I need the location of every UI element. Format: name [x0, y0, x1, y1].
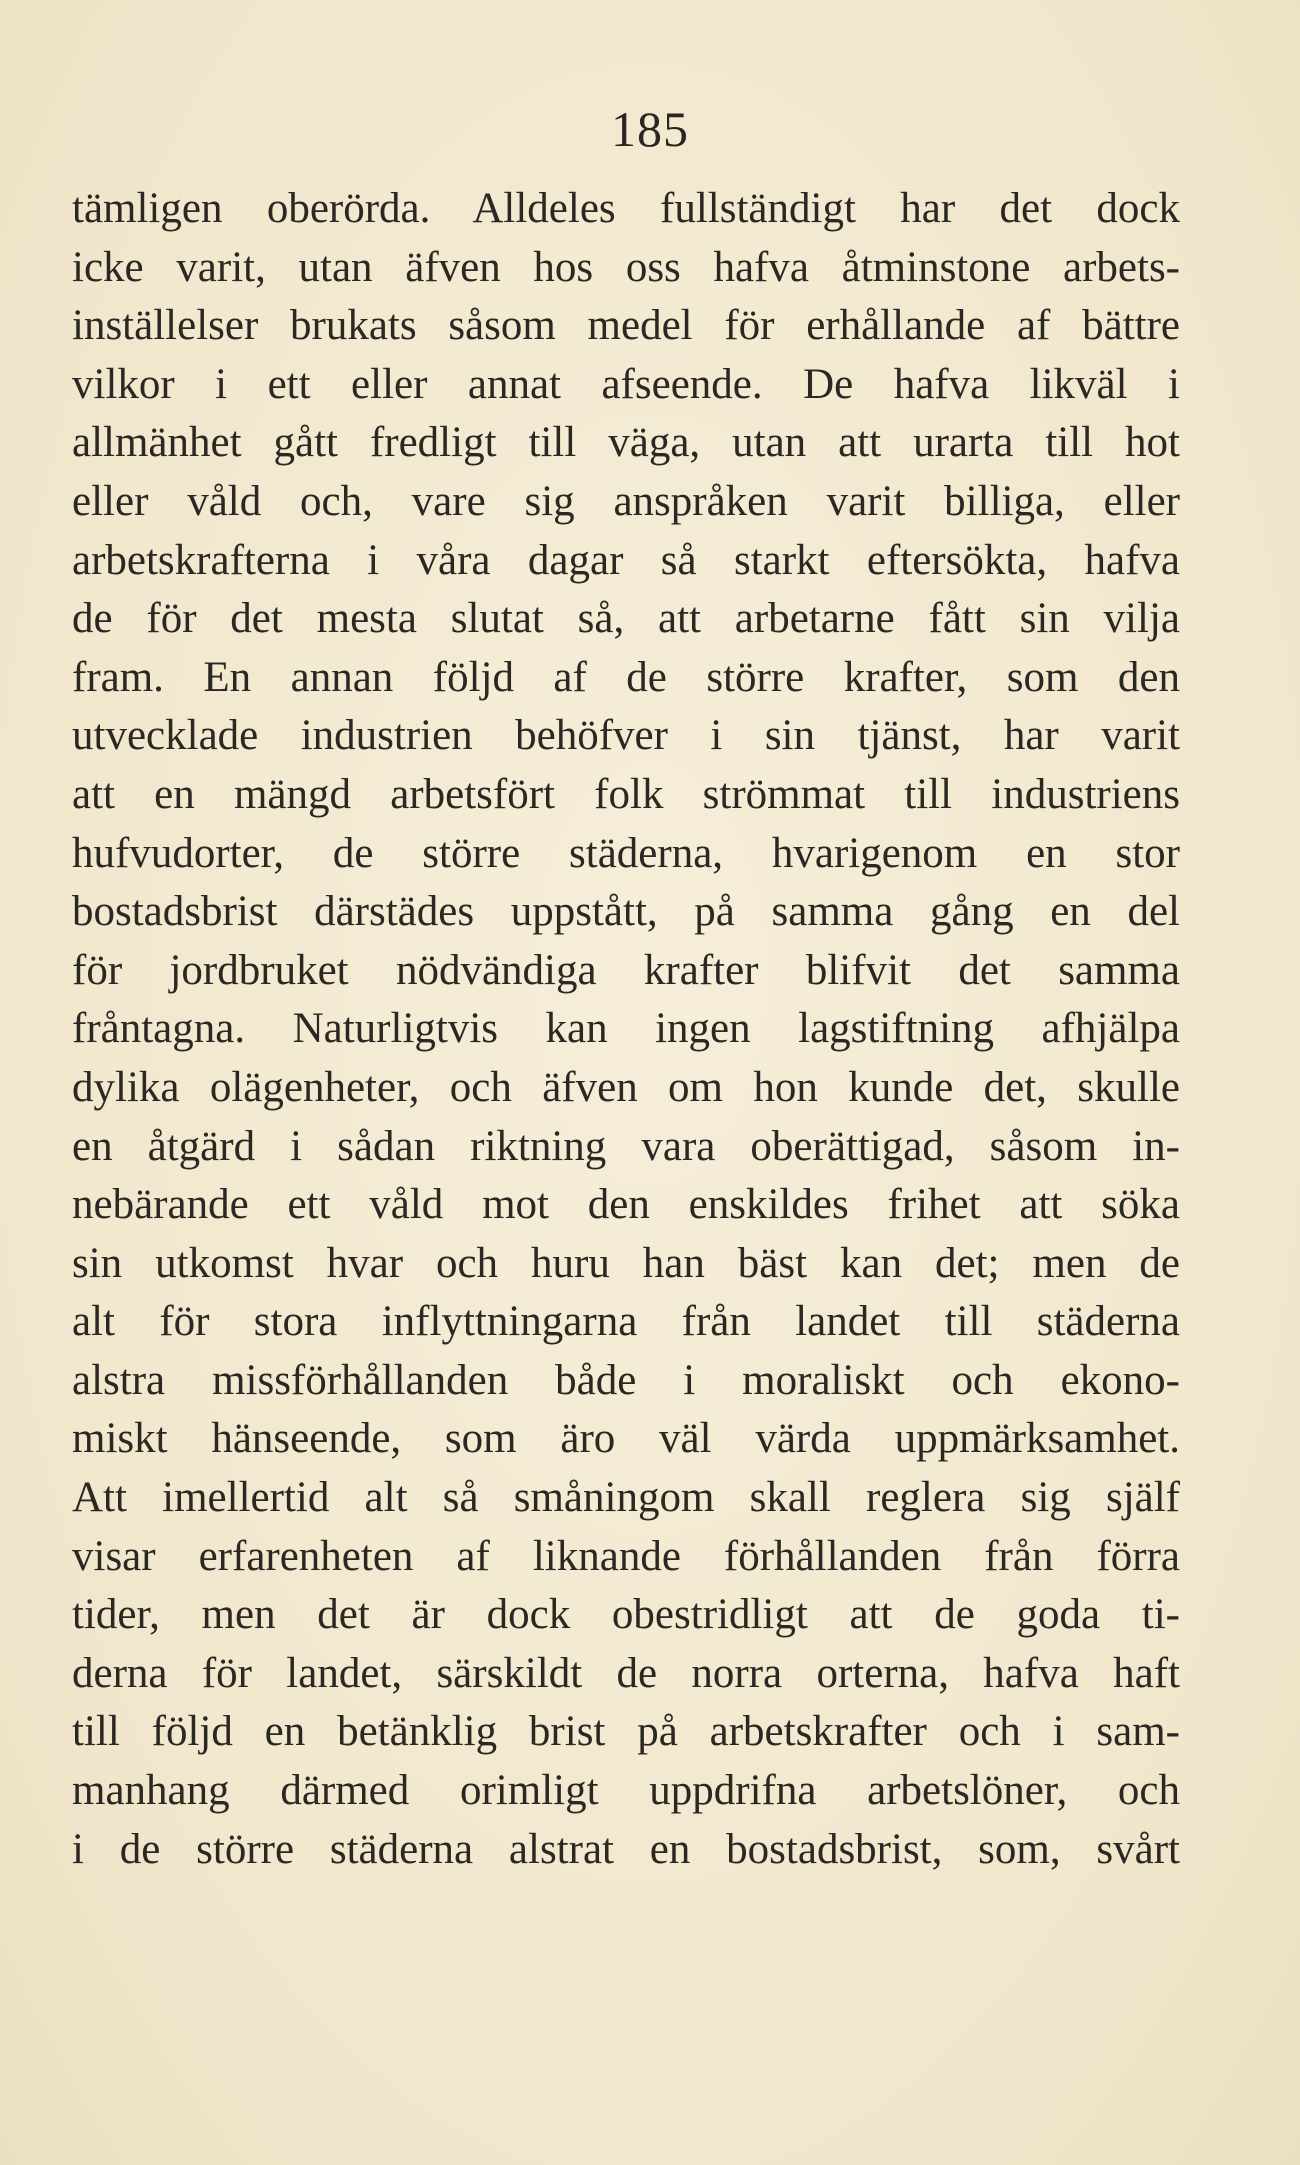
- body-text: [72, 180, 1180, 1879]
- text-line: alstra missförhållanden både i moraliskt och ekono-: [72, 1356, 1180, 1404]
- text-line: inställelser brukats såsom medel för erhållande af bättre: [72, 302, 1180, 350]
- text-line: bostadsbrist därstädes uppstått, på samma gång en del: [72, 888, 1180, 936]
- text-line: allmänhet gått fredligt till väga, utan att urarta till hot: [72, 419, 1180, 467]
- text-line: vilkor i ett eller annat afseende. De hafva likväl i: [72, 360, 1180, 408]
- page-number: 185: [611, 101, 689, 157]
- text-line: miskt hänseende, som äro väl värda uppmärksamhet.: [72, 1415, 1180, 1463]
- text-line: nebärande ett våld mot den enskildes frihet att söka: [72, 1181, 1180, 1229]
- text-line: för jordbruket nödvändiga krafter blifvit det samma: [72, 946, 1180, 994]
- text-line: icke varit, utan äfven hos oss hafva åtminstone arbets-: [72, 243, 1180, 291]
- text-line: tämligen oberörda. Alldeles fullständigt har det dock: [72, 185, 1180, 232]
- text-line: i de större städerna alstrat en bostadsbrist, som, svårt: [72, 1825, 1180, 1873]
- text-line: Att imellertid alt så småningom skall reglera sig själf: [72, 1474, 1180, 1522]
- text-line: utvecklade industrien behöfver i sin tjänst, har varit: [72, 712, 1180, 760]
- text-line: visar erfarenheten af liknande förhållanden från förra: [72, 1532, 1180, 1580]
- text-line: alt för stora inflyttningarna från landet till städerna: [72, 1298, 1180, 1346]
- text-line: hufvudorter, de större städerna, hvarigenom en stor: [72, 829, 1180, 877]
- text-line: derna för landet, särskildt de norra orterna, hafva haft: [72, 1649, 1180, 1697]
- text-line: manhang därmed orimligt uppdrifna arbetslöner, och: [72, 1767, 1180, 1815]
- text-line: dylika olägenheter, och äfven om hon kunde det, skulle: [72, 1063, 1180, 1111]
- text-line: fram. En annan följd af de större krafter, som den: [72, 653, 1180, 701]
- text-line: arbetskrafterna i våra dagar så starkt eftersökta, hafva: [72, 536, 1180, 584]
- text-line: tider, men det är dock obestridligt att de goda ti-: [72, 1591, 1180, 1639]
- text-line: sin utkomst hvar och huru han bäst kan det; men de: [72, 1239, 1180, 1287]
- text-line: att en mängd arbetsfört folk strömmat till industriens: [72, 770, 1180, 818]
- text-line: fråntagna. Naturligtvis kan ingen lagstiftning afhjälpa: [72, 1005, 1180, 1053]
- text-line: de för det mesta slutat så, att arbetarne fått sin vilja: [72, 595, 1180, 643]
- text-line: eller våld och, vare sig anspråken varit billiga, eller: [72, 477, 1180, 525]
- text-line: en åtgärd i sådan riktning vara oberättigad, såsom in-: [72, 1122, 1180, 1170]
- text-line: till följd en betänklig brist på arbetskrafter och i sam-: [72, 1708, 1180, 1756]
